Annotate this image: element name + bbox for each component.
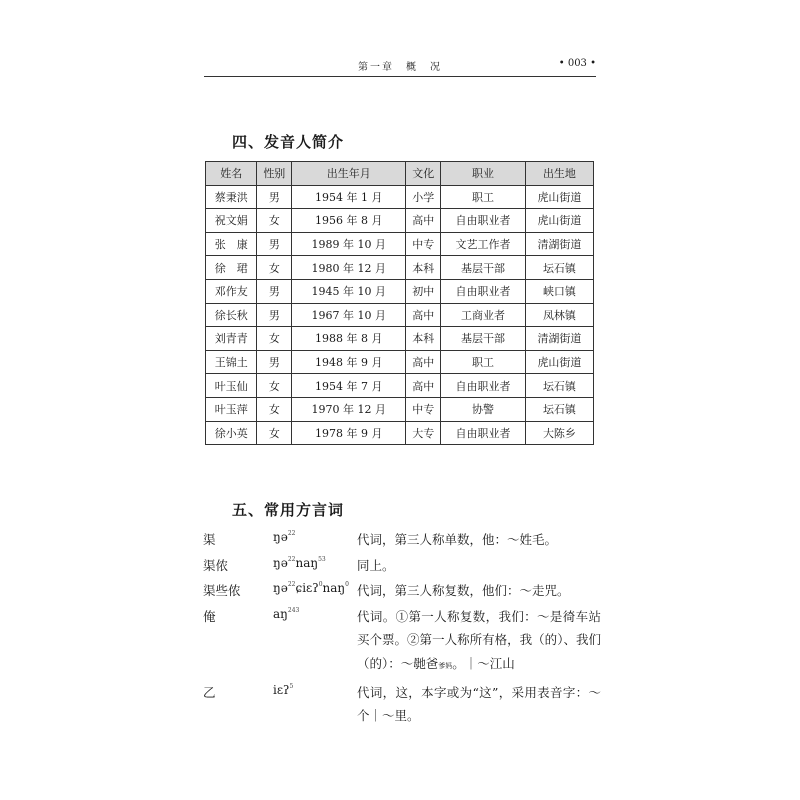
table-cell: 坛石镇 — [525, 374, 593, 398]
table-cell: 工商业者 — [441, 303, 526, 327]
table-cell: 峡口镇 — [525, 279, 593, 303]
table-cell: 1970 年 12 月 — [292, 397, 406, 421]
table-cell: 初中 — [406, 279, 441, 303]
table-row — [206, 209, 594, 233]
entry-word: 渠些侬 — [203, 583, 241, 599]
table-cell: 中专 — [406, 397, 441, 421]
table-cell: 文艺工作者 — [441, 232, 526, 256]
list-item — [203, 681, 603, 728]
table-cell: 女 — [257, 209, 292, 233]
chapter-title: 第一章 概 况 — [358, 62, 442, 73]
table-cell: 自由职业者 — [441, 421, 526, 445]
list-item — [203, 554, 603, 578]
entry-definition: 代词。①第一人称复数，我们：～是徛车站买个票。②第一人称所有格，我（的）、我们（的）：～毑爸爹妈。｜～江山 — [357, 608, 601, 671]
table-cell: 本科 — [406, 256, 441, 280]
table-cell: 虎山街道 — [525, 209, 593, 233]
table-cell: 1989 年 10 月 — [292, 232, 406, 256]
table-row — [206, 397, 594, 421]
entry-ipa: $aŋ^{243}$ — [273, 606, 300, 621]
table-cell: 凤林镇 — [525, 303, 593, 327]
table-cell: 蔡秉洪 — [206, 185, 257, 209]
table-cell: 坛石镇 — [525, 397, 593, 421]
column-header: 姓名 — [206, 162, 257, 186]
header-rule — [204, 76, 596, 77]
dialect-word-list — [203, 528, 603, 730]
table-row — [206, 256, 594, 280]
table-cell: 协警 — [441, 397, 526, 421]
table-cell: 男 — [257, 279, 292, 303]
entry-word: 渠 — [203, 532, 216, 547]
column-header: 性别 — [257, 162, 292, 186]
entry-definition: 同上。 — [357, 557, 395, 573]
entry-definition: 代词，第三人称复数，他们：～走咒。 — [357, 583, 570, 599]
table-cell: 1980 年 12 月 — [292, 256, 406, 280]
table-cell: 本科 — [406, 327, 441, 351]
table-cell: 自由职业者 — [441, 209, 526, 233]
column-header: 出生地 — [525, 162, 593, 186]
section-title-dialect-words: 五、常用方言词 — [232, 501, 345, 519]
table-cell: 叶玉仙 — [206, 374, 257, 398]
table-cell: 徐 珺 — [206, 256, 257, 280]
table-cell: 1945 年 10 月 — [292, 279, 406, 303]
running-head — [204, 58, 596, 74]
table-cell: 祝文娟 — [206, 209, 257, 233]
entry-ipa: ŋə$^{22}$ — [273, 530, 296, 544]
entry-word: 俺 — [203, 608, 216, 624]
table-cell: 1967 年 10 月 — [292, 303, 406, 327]
table-cell: 中专 — [406, 232, 441, 256]
table-cell: 大陈乡 — [525, 421, 593, 445]
table-cell: 女 — [257, 421, 292, 445]
table-cell: 女 — [257, 397, 292, 421]
entry-definition: 代词，这，本字或为“这”，采用表音字：～个｜～里。 — [357, 684, 601, 724]
table-cell: 邓作友 — [206, 279, 257, 303]
entry-ipa: ŋə$^{22}$naŋ$^{53}$ — [273, 555, 326, 570]
table-cell: 基层干部 — [441, 256, 526, 280]
entry-word: 乙 — [203, 684, 216, 700]
table-cell: 1956 年 8 月 — [292, 209, 406, 233]
column-header: 出生年月 — [292, 162, 406, 186]
table-cell: 1978 年 9 月 — [292, 421, 406, 445]
table-row — [206, 185, 594, 209]
table-cell: 1988 年 8 月 — [292, 327, 406, 351]
table-cell: 自由职业者 — [441, 374, 526, 398]
table-row — [206, 350, 594, 374]
table-row — [206, 421, 594, 445]
table-cell: 徐小英 — [206, 421, 257, 445]
column-header: 文化 — [406, 162, 441, 186]
table-cell: 1948 年 9 月 — [292, 350, 406, 374]
list-item — [203, 605, 603, 679]
speaker-table — [205, 161, 594, 445]
page-number: • 003 • — [558, 58, 596, 69]
table-cell: 小学 — [406, 185, 441, 209]
table-cell: 女 — [257, 256, 292, 280]
table-cell: 自由职业者 — [441, 279, 526, 303]
table-cell: 男 — [257, 232, 292, 256]
table-cell: 清湖街道 — [525, 327, 593, 351]
table-cell: 张 康 — [206, 232, 257, 256]
table-cell: 徐长秋 — [206, 303, 257, 327]
entry-definition: 代词，第三人称单数，他：～姓毛。 — [357, 532, 558, 547]
table-cell: 虎山街道 — [525, 185, 593, 209]
table-cell: 坛石镇 — [525, 256, 593, 280]
table-cell: 女 — [257, 327, 292, 351]
table-cell: 刘青青 — [206, 327, 257, 351]
table-cell: 王锦土 — [206, 350, 257, 374]
table-cell: 基层干部 — [441, 327, 526, 351]
table-cell: 1954 年 7 月 — [292, 374, 406, 398]
table-cell: 清湖街道 — [525, 232, 593, 256]
table-cell: 高中 — [406, 303, 441, 327]
entry-ipa: ŋə$^{22}$ɕiɛʔ$^0$naŋ$^0$ — [273, 581, 349, 596]
list-item — [203, 528, 603, 552]
table-row — [206, 303, 594, 327]
table-cell: 男 — [257, 350, 292, 374]
table-cell: 高中 — [406, 209, 441, 233]
table-cell: 男 — [257, 185, 292, 209]
table-cell: 女 — [257, 374, 292, 398]
table-cell: 职工 — [441, 350, 526, 374]
section-title-speakers: 四、发音人简介 — [232, 133, 345, 151]
entry-word: 渠侬 — [203, 557, 229, 573]
table-row — [206, 374, 594, 398]
table-row — [206, 327, 594, 351]
table-cell: 大专 — [406, 421, 441, 445]
table-header-row — [206, 162, 594, 186]
gloss-note: 爹妈 — [438, 661, 453, 670]
table-cell: 男 — [257, 303, 292, 327]
table-cell: 1954 年 1 月 — [292, 185, 406, 209]
table-cell: 叶玉萍 — [206, 397, 257, 421]
column-header: 职业 — [441, 162, 526, 186]
table-cell: 高中 — [406, 350, 441, 374]
table-row — [206, 279, 594, 303]
table-row — [206, 232, 594, 256]
table-cell: 高中 — [406, 374, 441, 398]
list-item — [203, 579, 603, 603]
table-cell: 虎山街道 — [525, 350, 593, 374]
entry-ipa: iɛʔ$^5$ — [273, 682, 294, 697]
table-cell: 职工 — [441, 185, 526, 209]
